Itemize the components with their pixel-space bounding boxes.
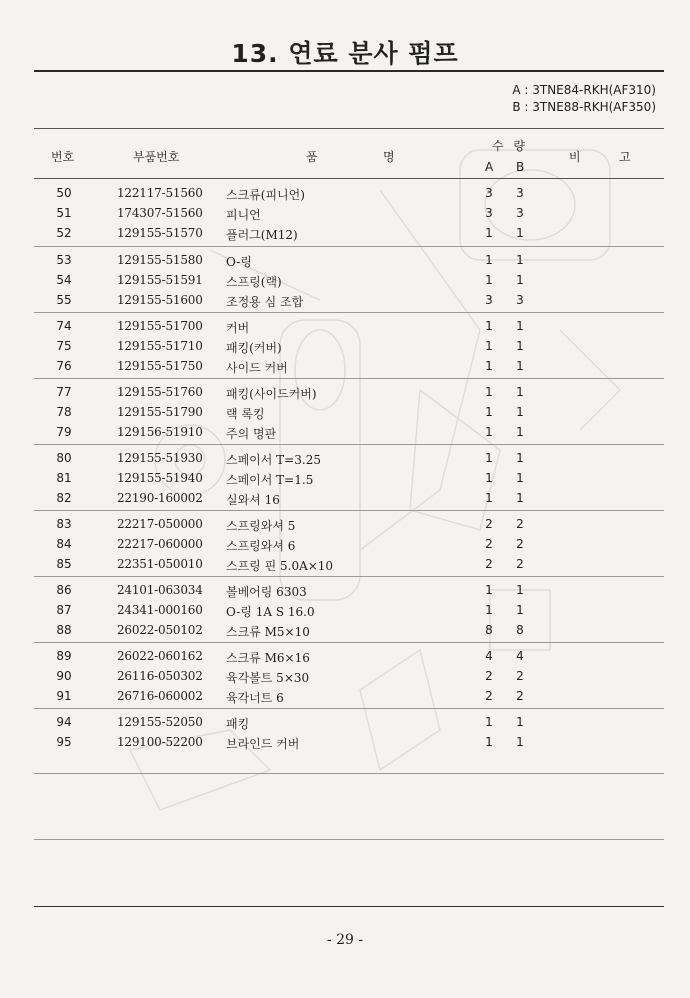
table-row [0, 186, 690, 205]
part-name: 패킹(사이드커버) [226, 387, 317, 401]
part-number: 24341-000160 [117, 603, 203, 617]
part-number: 22217-060000 [117, 537, 203, 551]
quantity-b: 8 [516, 623, 524, 637]
part-number: 122117-51560 [117, 186, 203, 200]
quantity-a: 1 [485, 471, 493, 485]
part-name: 스프링(랙) [226, 275, 282, 289]
part-number: 129100-52200 [117, 735, 203, 749]
table-row [0, 206, 690, 225]
part-name: 랙 록킹 [226, 407, 265, 421]
table-row [0, 471, 690, 490]
table-row [0, 491, 690, 510]
part-number: 129155-51591 [117, 273, 203, 287]
table-row [0, 735, 690, 754]
part-name: 실와셔 16 [226, 493, 280, 507]
item-number: 51 [56, 206, 72, 220]
group-divider [34, 444, 664, 445]
item-number: 94 [56, 715, 72, 729]
table-row [0, 405, 690, 424]
quantity-a: 3 [485, 186, 493, 200]
part-number: 129155-51790 [117, 405, 203, 419]
page-number: - 29 - [326, 932, 364, 948]
table-row [0, 557, 690, 576]
part-name: 스프링와셔 5 [226, 519, 296, 533]
item-number: 53 [56, 253, 72, 267]
part-number: 129155-51600 [117, 293, 203, 307]
part-number: 129155-52050 [117, 715, 203, 729]
part-name: 스페이서 T=3.25 [226, 453, 321, 467]
quantity-a: 1 [485, 273, 493, 287]
item-number: 78 [56, 405, 72, 419]
item-number: 79 [56, 425, 72, 439]
header-qty-a: A [485, 160, 494, 174]
part-name: 조정용 심 조합 [226, 295, 304, 309]
header-no: 번호 [51, 150, 75, 164]
table-row [0, 623, 690, 642]
group-divider [34, 246, 664, 247]
header-name-1: 품 [306, 150, 318, 164]
blank-rule [34, 839, 664, 840]
quantity-a: 3 [485, 293, 493, 307]
item-number: 80 [56, 451, 72, 465]
quantity-b: 1 [516, 405, 524, 419]
item-number: 91 [56, 689, 72, 703]
quantity-a: 1 [485, 715, 493, 729]
item-number: 81 [56, 471, 72, 485]
quantity-b: 1 [516, 715, 524, 729]
quantity-b: 1 [516, 339, 524, 353]
part-name: 육각너트 6 [226, 691, 284, 705]
part-number: 26116-050302 [117, 669, 203, 683]
quantity-a: 1 [485, 339, 493, 353]
quantity-a: 1 [485, 491, 493, 505]
part-number: 26022-060162 [117, 649, 203, 663]
part-name: 스크류 M6×16 [226, 651, 310, 665]
quantity-a: 1 [485, 425, 493, 439]
part-number: 129155-51750 [117, 359, 203, 373]
part-number: 129155-51930 [117, 451, 203, 465]
table-row [0, 293, 690, 312]
table-row [0, 715, 690, 734]
footer-rule [34, 906, 664, 907]
item-number: 88 [56, 623, 72, 637]
part-name: 패킹 [226, 717, 250, 731]
quantity-b: 3 [516, 186, 524, 200]
group-divider [34, 378, 664, 379]
part-number: 129155-51710 [117, 339, 203, 353]
group-divider [34, 708, 664, 709]
quantity-b: 1 [516, 735, 524, 749]
part-name: 볼베어링 6303 [226, 585, 307, 599]
quantity-b: 2 [516, 557, 524, 571]
quantity-b: 1 [516, 451, 524, 465]
part-name: 플러그(M12) [226, 228, 298, 242]
quantity-b: 2 [516, 537, 524, 551]
quantity-a: 1 [485, 735, 493, 749]
group-divider [34, 576, 664, 577]
part-number: 129155-51580 [117, 253, 203, 267]
quantity-a: 2 [485, 517, 493, 531]
item-number: 82 [56, 491, 72, 505]
header-bottom-rule [34, 178, 664, 179]
item-number: 55 [56, 293, 72, 307]
part-number: 26022-050102 [117, 623, 203, 637]
table-row [0, 319, 690, 338]
part-number: 129155-51940 [117, 471, 203, 485]
quantity-a: 1 [485, 385, 493, 399]
part-name: 스페이서 T=1.5 [226, 473, 314, 487]
quantity-a: 1 [485, 319, 493, 333]
group-divider [34, 642, 664, 643]
table-row [0, 385, 690, 404]
quantity-a: 1 [485, 583, 493, 597]
quantity-a: 1 [485, 405, 493, 419]
table-row [0, 689, 690, 708]
item-number: 75 [56, 339, 72, 353]
part-name: O-링 [226, 255, 252, 269]
quantity-b: 1 [516, 385, 524, 399]
title-rule [34, 70, 664, 72]
quantity-b: 1 [516, 583, 524, 597]
part-name: 주의 명판 [226, 427, 277, 441]
table-end-rule [34, 773, 664, 774]
header-top-rule [34, 128, 664, 129]
quantity-a: 2 [485, 537, 493, 551]
model-a: A : 3TNE84-RKH(AF310) [512, 83, 656, 97]
quantity-a: 1 [485, 451, 493, 465]
part-number: 22217-050000 [117, 517, 203, 531]
quantity-b: 1 [516, 253, 524, 267]
quantity-a: 1 [485, 253, 493, 267]
quantity-b: 1 [516, 273, 524, 287]
quantity-a: 1 [485, 603, 493, 617]
header-name-2: 명 [383, 150, 395, 164]
quantity-a: 4 [485, 649, 493, 663]
table-row [0, 451, 690, 470]
part-number: 26716-060002 [117, 689, 203, 703]
table-row [0, 537, 690, 556]
table-row [0, 603, 690, 622]
quantity-a: 2 [485, 557, 493, 571]
part-number: 129155-51760 [117, 385, 203, 399]
model-legend [512, 82, 656, 116]
part-name: 사이드 커버 [226, 361, 288, 375]
group-divider [34, 510, 664, 511]
part-name: 브라인드 커버 [226, 737, 300, 751]
part-name: 스크류 M5×10 [226, 625, 310, 639]
quantity-a: 3 [485, 206, 493, 220]
part-name: 패킹(커버) [226, 341, 282, 355]
quantity-b: 1 [516, 425, 524, 439]
part-name: 커버 [226, 321, 250, 335]
quantity-b: 4 [516, 649, 524, 663]
group-divider [34, 312, 664, 313]
item-number: 54 [56, 273, 72, 287]
quantity-b: 2 [516, 669, 524, 683]
item-number: 77 [56, 385, 72, 399]
header-remarks-2: 고 [619, 150, 631, 164]
table-row [0, 339, 690, 358]
part-name: O-링 1A S 16.0 [226, 605, 315, 619]
quantity-a: 1 [485, 359, 493, 373]
item-number: 76 [56, 359, 72, 373]
table-row [0, 253, 690, 272]
quantity-b: 3 [516, 293, 524, 307]
table-row [0, 226, 690, 245]
quantity-b: 1 [516, 471, 524, 485]
part-number: 174307-51560 [117, 206, 203, 220]
table-row [0, 273, 690, 292]
item-number: 83 [56, 517, 72, 531]
table-row [0, 517, 690, 536]
part-number: 22190-160002 [117, 491, 203, 505]
quantity-b: 2 [516, 689, 524, 703]
quantity-b: 2 [516, 517, 524, 531]
item-number: 95 [56, 735, 72, 749]
part-name: 스크류(피니언) [226, 188, 305, 202]
header-remarks-1: 비 [569, 150, 581, 164]
part-name: 스프링 핀 5.0A×10 [226, 559, 334, 573]
page-title: 13. 연료 분사 펌프 [231, 39, 459, 68]
part-name: 육각볼트 5×30 [226, 671, 310, 685]
header-part-no: 부품번호 [133, 150, 180, 164]
table-row [0, 583, 690, 602]
item-number: 52 [56, 226, 72, 240]
header-qty-b: B [516, 160, 525, 174]
part-name: 피니언 [226, 208, 261, 222]
quantity-b: 3 [516, 206, 524, 220]
quantity-b: 1 [516, 226, 524, 240]
quantity-b: 1 [516, 359, 524, 373]
quantity-a: 1 [485, 226, 493, 240]
quantity-a: 2 [485, 669, 493, 683]
item-number: 85 [56, 557, 72, 571]
part-number: 24101-063034 [117, 583, 203, 597]
quantity-b: 1 [516, 319, 524, 333]
header-qty: 수 량 [492, 139, 528, 153]
quantity-a: 2 [485, 689, 493, 703]
item-number: 90 [56, 669, 72, 683]
item-number: 87 [56, 603, 72, 617]
table-row [0, 359, 690, 378]
item-number: 89 [56, 649, 72, 663]
model-b: B : 3TNE88-RKH(AF350) [512, 100, 656, 114]
item-number: 50 [56, 186, 72, 200]
table-row [0, 649, 690, 668]
part-number: 129155-51570 [117, 226, 203, 240]
part-number: 22351-050010 [117, 557, 203, 571]
quantity-b: 1 [516, 603, 524, 617]
part-name: 스프링와셔 6 [226, 539, 296, 553]
part-number: 129155-51700 [117, 319, 203, 333]
quantity-a: 8 [485, 623, 493, 637]
item-number: 84 [56, 537, 72, 551]
quantity-b: 1 [516, 491, 524, 505]
part-number: 129156-51910 [117, 425, 203, 439]
table-row [0, 669, 690, 688]
item-number: 74 [56, 319, 72, 333]
item-number: 86 [56, 583, 72, 597]
table-row [0, 425, 690, 444]
